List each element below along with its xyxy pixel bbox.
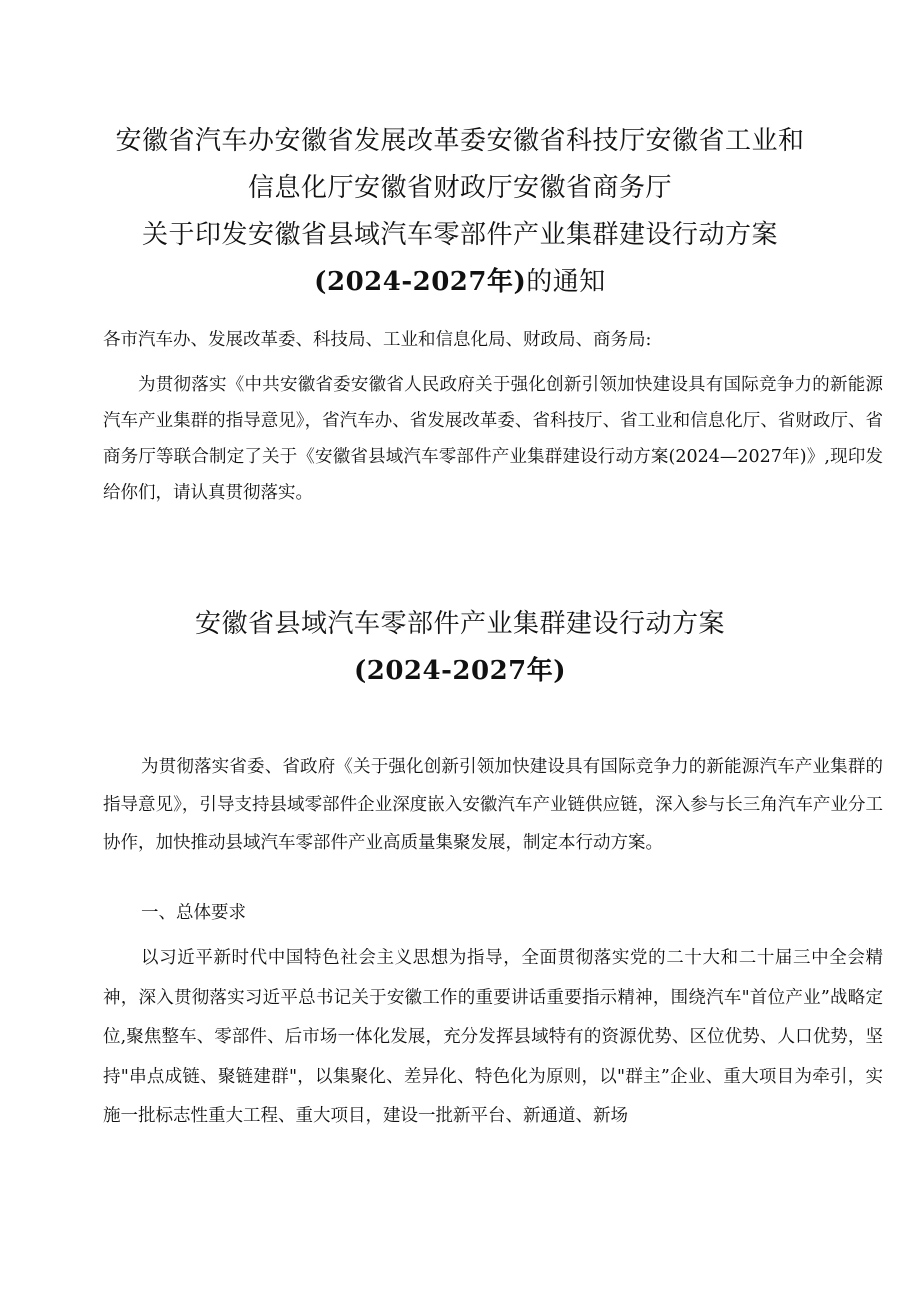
plan-title (60, 601, 860, 695)
notice-addressee: 各市汽车办、发展改革委、科技局、工业和信息化局、财政局、商务局: (103, 330, 652, 350)
plan-title-line: 安徽省县域汽车零部件产业集群建设行动方案 (194, 609, 725, 639)
plan-intro-paragraph: 为贯彻落实省委、省政府《关于强化创新引领加快建设具有国际竞争力的新能源汽车产业集群的指导意见》，引导支持县域零部件企业深度嵌入安徽汽车产业链供应链，深入参与长三角汽车产业分工协作，加快推动县域汽车零部件产业高质量集聚发展，制定本行动方案。 (103, 757, 883, 853)
notice-title-line-1: 安徽省汽车办安徽省发展改革委安徽省科技厅安徽省工业和 (115, 126, 805, 156)
plan-title-year: (2024-2027年) (353, 656, 567, 686)
section-body-paragraph: 以习近平新时代中国特色社会主义思想为指导，全面贯彻落实党的二十大和二十届三中全会精神，深入贯彻落实习近平总书记关于安徽工作的重要讲话重要指示精神，围绕汽车"首位产业”战略定位,聚焦整车、零部件、后市场一体化发展，充分发挥县域特有的资源优势、区位优势、人口优势，坚持"串点成链、聚链建群"，以集聚化、差异化、特色化为原则，以"群主”企业、重大项目为牵引，实施一批标志性重大工程、重大项目，建设一批新平台、新通道、新场 (103, 948, 883, 1126)
notice-body-paragraph: 为贯彻落实《中共安徽省委安徽省人民政府关于强化创新引领加快建设具有国际竞争力的新能源汽车产业集群的指导意见》，省汽车办、省发展改革委、省科技厅、省工业和信息化厅、省财政厅、省商务厅等联合制定了关于《安徽省县域汽车零部件产业集群建设行动方案(2024—2027年)》,现印发给你们，请认真贯彻落实。 (103, 375, 883, 503)
section-heading-general-requirements: 一、总体要求 (141, 903, 246, 923)
notice-title-line-3: 关于印发安徽省县域汽车零部件产业集群建设行动方案 (141, 220, 778, 250)
notice-title-line-4 (60, 259, 860, 306)
notice-title-year: (2024-2027年) (314, 267, 527, 297)
notice-title (60, 118, 860, 306)
notice-title-line-2: 信息化厅安徽省财政厅安徽省商务厅 (247, 173, 672, 203)
notice-title-suffix: 的通知 (526, 267, 606, 297)
